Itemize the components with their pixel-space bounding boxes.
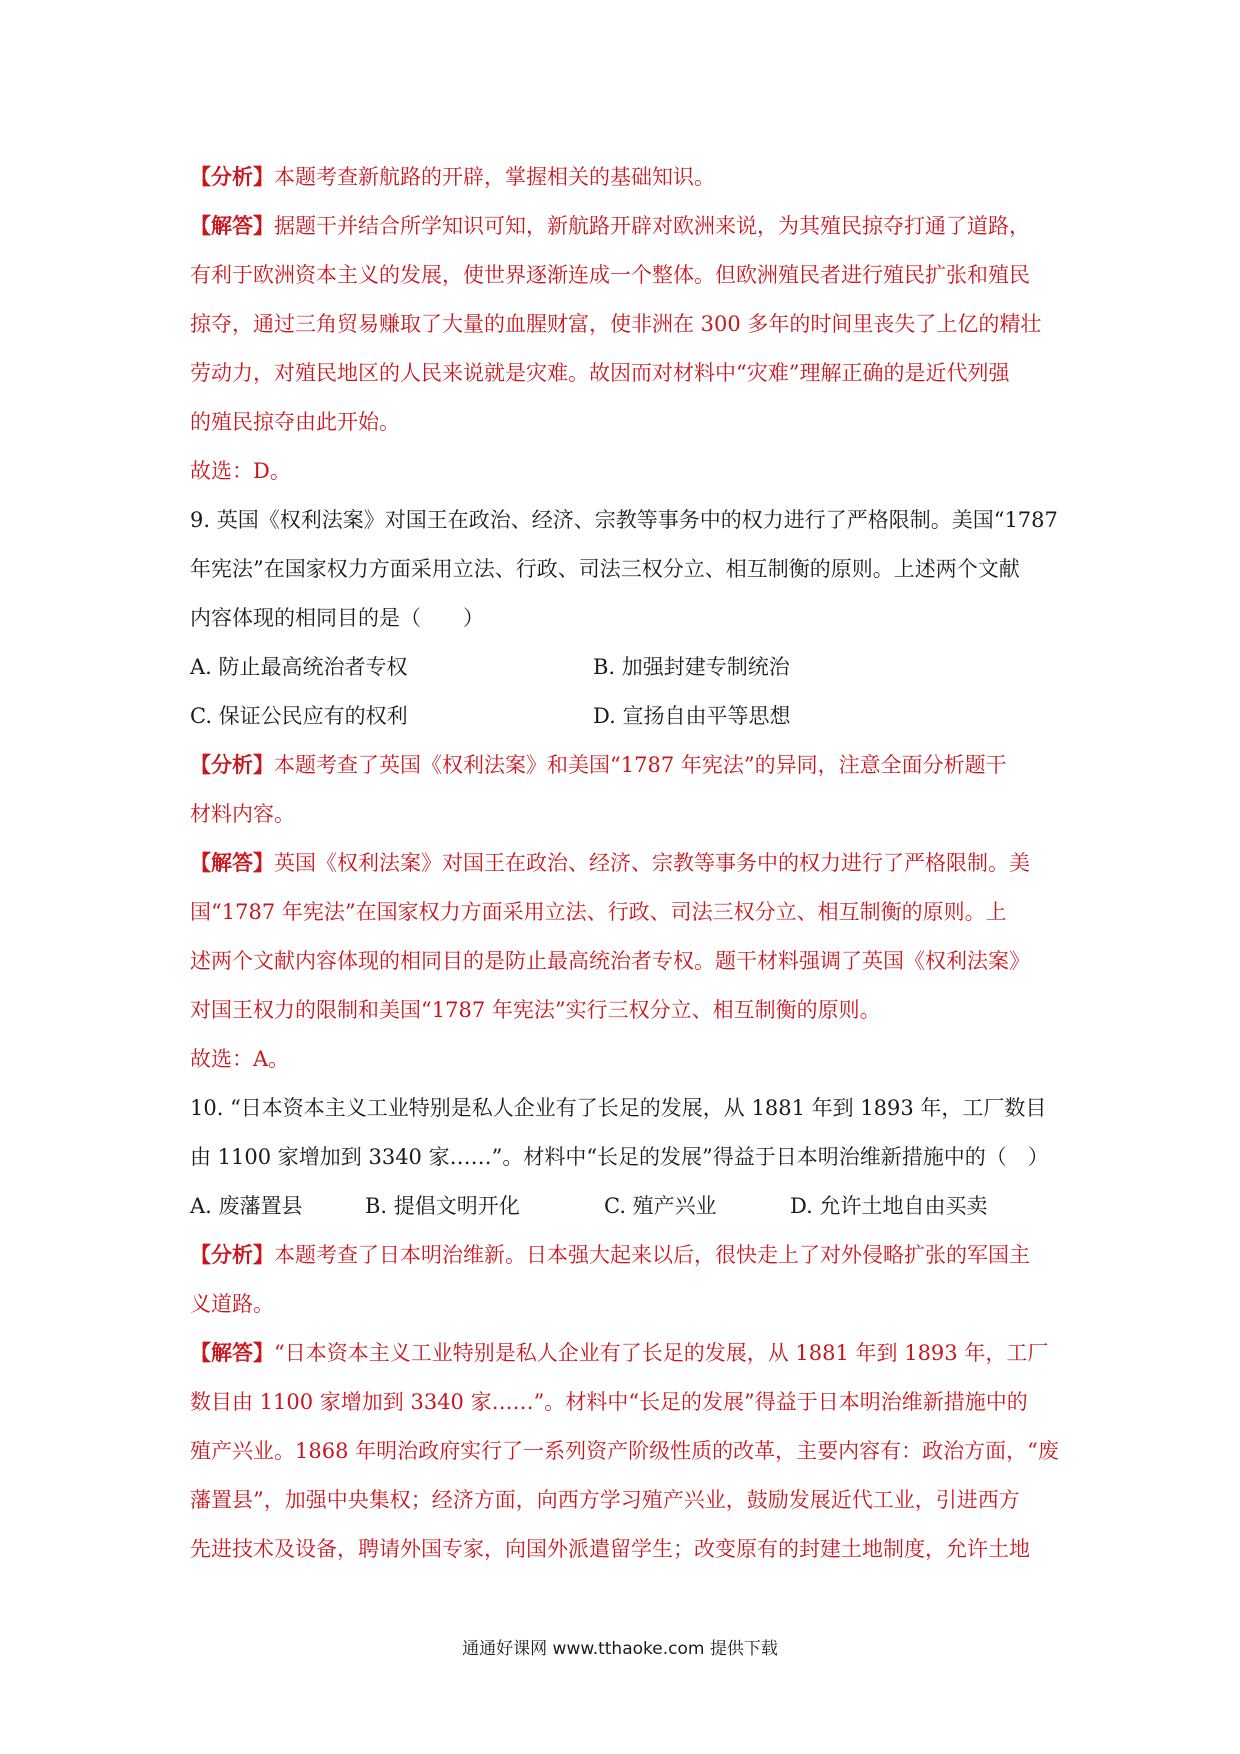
q9-analysis-line-2: 材料内容。: [190, 802, 295, 826]
answer-text: “日本资本主义工业特别是私人企业有了长足的发展，从 1881 年到 1893 年，工厂: [274, 1341, 1049, 1365]
q9-option-a: A. 防止最高统治者专权: [190, 655, 408, 679]
answer-label: 【解答】: [190, 1340, 274, 1365]
page-footer: 通通好课网 www.tthaoke.com 提供下载: [462, 1639, 778, 1659]
q9-answer-line-2: 国“1787 年宪法”在国家权力方面采用立法、行政、司法三权分立、相互制衡的原则。上: [190, 900, 1007, 924]
q8-answer-line-3: 掠夺，通过三角贸易赚取了大量的血腥财富，使非洲在 300 多年的时间里丧失了上亿的精壮: [190, 312, 1042, 336]
q10-option-d: D. 允许土地自由买卖: [790, 1194, 988, 1218]
q10-answer-line-3: 殖产兴业。1868 年明治政府实行了一系列资产阶级性质的改革，主要内容有：政治方面，“废: [190, 1439, 1059, 1463]
q8-answer-line-4: 劳动力，对殖民地区的人民来说就是灾难。故因而对材料中“灾难”理解正确的是近代列强: [190, 361, 1010, 385]
q10-option-a: A. 废藩置县: [190, 1194, 303, 1218]
q9-option-c: C. 保证公民应有的权利: [190, 704, 408, 728]
q9-option-b: B. 加强封建专制统治: [593, 655, 790, 679]
answer-label: 【解答】: [190, 213, 274, 238]
analysis-text: 本题考查新航路的开辟，掌握相关的基础知识。: [274, 165, 715, 189]
q10-answer-line-1: [190, 1338, 1062, 1368]
q10-answer-line-5: 先进技术及设备，聘请外国专家，向国外派遣留学生；改变原有的封建土地制度，允许土地: [190, 1537, 1030, 1561]
analysis-text: 本题考查了日本明治维新。日本强大起来以后，很快走上了对外侵略扩张的军国主: [274, 1243, 1030, 1267]
q8-answer-line-1: [190, 211, 1062, 241]
q9-choice: 故选：A。: [190, 1047, 290, 1071]
q8-choice: 故选：D。: [190, 459, 291, 483]
q9-stem-line-1: 9. 英国《权利法案》对国王在政治、经济、宗教等事务中的权力进行了严格限制。美国“1787: [190, 508, 1058, 532]
analysis-label: 【分析】: [190, 164, 274, 189]
q9-option-d: D. 宣扬自由平等思想: [593, 704, 791, 728]
analysis-text: 本题考查了英国《权利法案》和美国“1787 年宪法”的异同，注意全面分析题干: [274, 753, 1007, 777]
q10-option-c: C. 殖产兴业: [604, 1194, 717, 1218]
q9-answer-line-4: 对国王权力的限制和美国“1787 年宪法”实行三权分立、相互制衡的原则。: [190, 998, 881, 1022]
q9-stem-line-2: 年宪法”在国家权力方面采用立法、行政、司法三权分立、相互制衡的原则。上述两个文献: [190, 557, 1020, 581]
analysis-label: 【分析】: [190, 752, 274, 777]
q9-analysis-line-1: [190, 750, 1062, 780]
q10-answer-line-4: 藩置县”，加强中央集权；经济方面，向西方学习殖产兴业，鼓励发展近代工业，引进西方: [190, 1488, 1020, 1512]
q10-answer-line-2: 数目由 1100 家增加到 3340 家……”。材料中“长足的发展”得益于日本明治维新措施中的: [190, 1390, 1028, 1414]
answer-text: 据题干并结合所学知识可知，新航路开辟对欧洲来说，为其殖民掠夺打通了道路，: [274, 214, 1030, 238]
q8-answer-line-5: 的殖民掠夺由此开始。: [190, 410, 400, 434]
q9-stem-line-3: 内容体现的相同目的是（ ）: [190, 606, 484, 630]
q10-analysis-line-1: [190, 1240, 1062, 1270]
q10-option-b: B. 提倡文明开化: [365, 1194, 520, 1218]
q10-analysis-line-2: 义道路。: [190, 1292, 274, 1316]
q8-analysis: [190, 162, 1062, 192]
q10-stem-line-1: 10. “日本资本主义工业特别是私人企业有了长足的发展，从 1881 年到 1893 年，工厂数目: [190, 1096, 1047, 1120]
q9-answer-line-3: 述两个文献内容体现的相同目的是防止最高统治者专权。题干材料强调了英国《权利法案》: [190, 949, 1030, 973]
q8-answer-line-2: 有利于欧洲资本主义的发展，使世界逐渐连成一个整体。但欧洲殖民者进行殖民扩张和殖民: [190, 263, 1030, 287]
answer-text: 英国《权利法案》对国王在政治、经济、宗教等事务中的权力进行了严格限制。美: [274, 851, 1030, 875]
q9-answer-line-1: [190, 848, 1062, 878]
analysis-label: 【分析】: [190, 1242, 274, 1267]
q10-stem-line-2: 由 1100 家增加到 3340 家……”。材料中“长足的发展”得益于日本明治维新措施中的（ ）: [190, 1145, 1049, 1169]
answer-label: 【解答】: [190, 850, 274, 875]
